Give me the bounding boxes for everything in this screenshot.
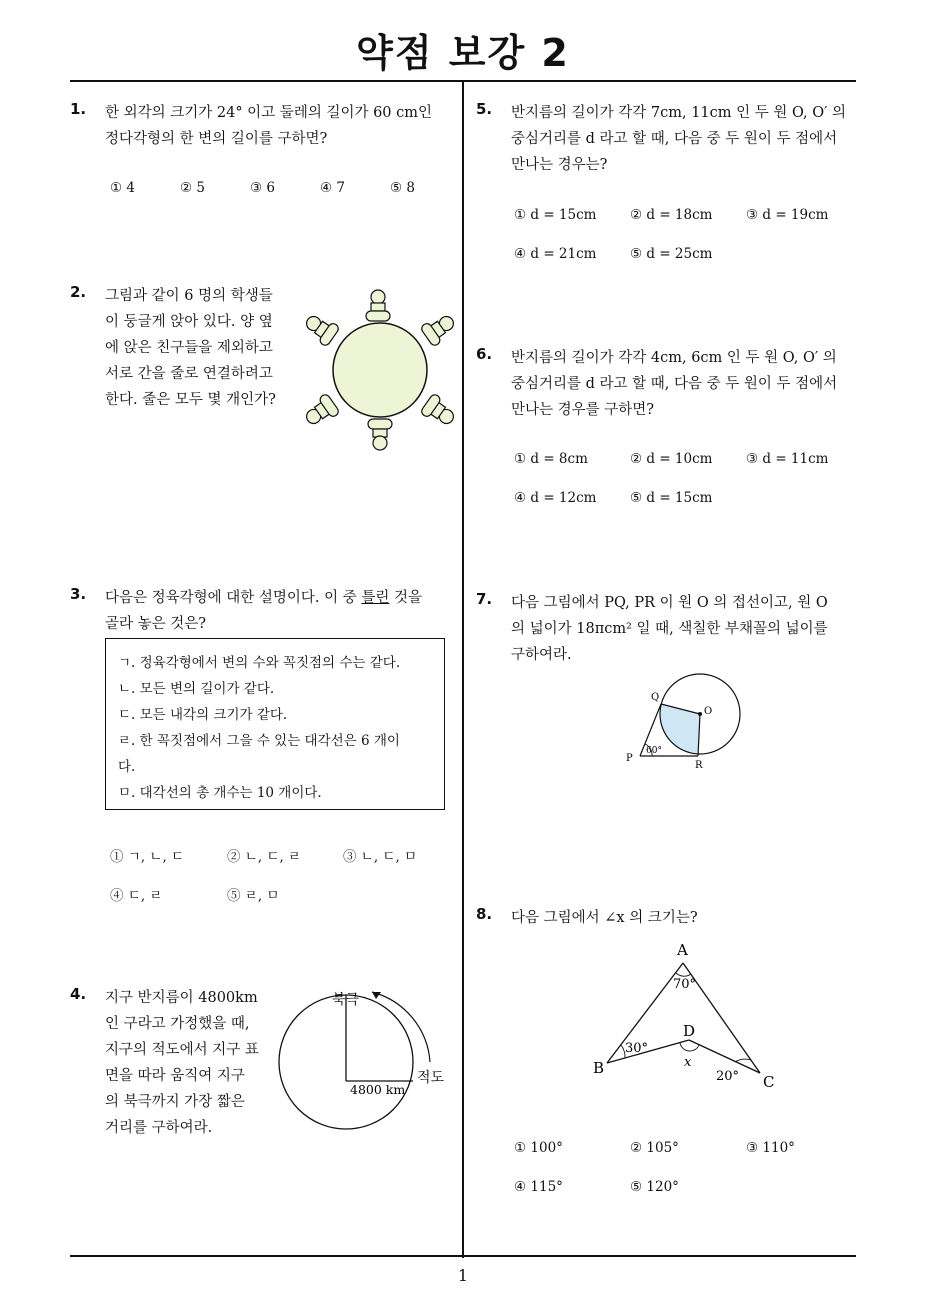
choice-1[interactable]: ① 4 <box>110 180 135 196</box>
q8-choice-4[interactable]: ④ 115° <box>514 1179 563 1195</box>
choice-4[interactable]: ④ 7 <box>320 180 345 196</box>
choice-2[interactable]: ② d = 18cm <box>630 207 713 223</box>
tangent-circle-figure <box>620 672 750 772</box>
chair-top <box>366 290 390 321</box>
question-1 <box>70 100 450 210</box>
label-angle-60: 60° <box>646 746 662 756</box>
statement: ㄴ. 모든 변의 길이가 같다. <box>118 681 275 697</box>
question-text: 지구 반지름이 4800km 인 구라고 가정했을 때, 지구의 적도에서 지구 표 면을 따라 움직여 지구 의 북극까지 가장 짧은 거리를 구하여라. <box>105 990 259 1136</box>
choice-1[interactable]: ① d = 8cm <box>514 451 588 467</box>
label-angle-20: 20° <box>716 1069 740 1084</box>
label-d: D <box>683 1022 696 1040</box>
question-text: 그림과 같이 6 명의 학생들 이 둥글게 앉아 있다. 양 옆 에 앉은 친구들을 제외하고 서로 간을 줄로 연결하려고 한다. 줄은 모두 몇 개인가? <box>105 288 276 408</box>
q3-choice-1[interactable]: ① ㄱ, ㄴ, ㄷ <box>110 849 185 865</box>
label-x: x <box>684 1055 692 1070</box>
choice-3[interactable]: ③ d = 19cm <box>746 207 829 223</box>
chair-top-right <box>420 310 459 347</box>
choice-5[interactable]: ⑤ d = 25cm <box>630 246 713 262</box>
bottom-rule <box>70 1255 856 1257</box>
label-c: C <box>763 1073 775 1091</box>
page-title: 약점 보강 2 <box>356 31 570 75</box>
q8-choice-3[interactable]: ③ 110° <box>746 1140 795 1156</box>
choice-5[interactable]: ⑤ 8 <box>390 180 415 196</box>
question-7 <box>476 590 856 680</box>
page-number: 1 <box>457 1266 469 1285</box>
equator-label: 적도 <box>417 1070 445 1086</box>
question-number: 5. <box>476 100 493 118</box>
choice-1[interactable]: ① d = 15cm <box>514 207 597 223</box>
center-dot <box>698 712 702 716</box>
chair-top-left <box>301 310 340 347</box>
question-number: 3. <box>70 585 87 603</box>
label-p: P <box>626 753 633 764</box>
question-6 <box>476 345 856 515</box>
question-3 <box>70 585 450 645</box>
choice-2[interactable]: ② 5 <box>180 180 205 196</box>
label-angle-70: 70° <box>673 977 697 992</box>
statement: 다. <box>118 759 136 775</box>
question-number: 7. <box>476 590 493 608</box>
q8-choice-1[interactable]: ① 100° <box>514 1140 563 1156</box>
triangle-figure <box>585 935 785 1095</box>
question-text: 반지름의 길이가 각각 7cm, 11cm 인 두 원 O, O′ 의 중심거리를 d 라고 할 때, 다음 중 두 원이 두 점에서 만나는 경우는? <box>511 105 847 173</box>
choice-2[interactable]: ② d = 10cm <box>630 451 713 467</box>
q8-choice-2[interactable]: ② 105° <box>630 1140 679 1156</box>
statement: ㅁ. 대각선의 총 개수는 10 개이다. <box>118 785 322 801</box>
emphasis-wrong: 틀린 <box>361 590 390 606</box>
question-text: 반지름의 길이가 각각 4cm, 6cm 인 두 원 O, O′ 의 중심거리를 d 라고 할 때, 다음 중 두 원이 두 점에서 만나는 경우를 구하면? <box>511 350 838 418</box>
choice-4[interactable]: ④ d = 12cm <box>514 490 597 506</box>
q3-choice-5[interactable]: ⑤ ㄹ, ㅁ <box>227 888 280 904</box>
label-q: Q <box>651 692 660 703</box>
question-number: 8. <box>476 905 493 923</box>
question-number: 6. <box>476 345 493 363</box>
chair-bottom-right <box>420 393 459 430</box>
radius-label: 4800 km <box>350 1082 406 1097</box>
label-b: B <box>593 1059 605 1077</box>
arrow-head <box>372 992 381 999</box>
choice-3[interactable]: ③ d = 11cm <box>746 451 829 467</box>
arc-a <box>676 973 691 976</box>
choice-5[interactable]: ⑤ d = 15cm <box>630 490 713 506</box>
question-text: 다음 그림에서 PQ, PR 이 원 O 의 접선이고, 원 O 의 넓이가 18πcm² 일 때, 색칠한 부채꼴의 넓이를 구하여라. <box>511 595 828 663</box>
statement: ㄹ. 한 꼭짓점에서 그을 수 있는 대각선은 6 개이 <box>118 733 400 749</box>
q3-choice-2[interactable]: ② ㄴ, ㄷ, ㄹ <box>227 849 302 865</box>
label-o: O <box>704 706 713 717</box>
shaded-sector <box>660 704 700 754</box>
round-table <box>333 323 427 417</box>
statements-box <box>105 638 445 810</box>
label-r: R <box>695 760 703 771</box>
arc-d <box>680 1043 699 1051</box>
earth-figure <box>270 980 460 1150</box>
question-text: 다음 그림에서 ∠x 의 크기는? <box>511 910 698 926</box>
question-text: 한 외각의 크기가 24° 이고 둘레의 길이가 60 cm인 정다각형의 한 변의 길이를 구하면? <box>105 105 433 147</box>
north-pole-label: 북극 <box>332 992 360 1008</box>
direction-arrow <box>372 992 430 1062</box>
label-angle-30: 30° <box>625 1041 649 1056</box>
q3-choice-4[interactable]: ④ ㄷ, ㄹ <box>110 888 163 904</box>
q8-choice-5[interactable]: ⑤ 120° <box>630 1179 679 1195</box>
label-a: A <box>677 941 688 959</box>
chair-bottom <box>368 419 392 450</box>
question-number: 1. <box>70 100 87 118</box>
question-5 <box>476 100 856 270</box>
question-4 <box>70 985 270 1155</box>
arc-c <box>735 1059 751 1062</box>
statement: ㄷ. 모든 내각의 크기가 같다. <box>118 707 288 723</box>
q3-choice-3[interactable]: ③ ㄴ, ㄷ, ㅁ <box>343 849 418 865</box>
column-divider <box>462 82 464 1258</box>
choice-3[interactable]: ③ 6 <box>250 180 275 196</box>
statement: ㄱ. 정육각형에서 변의 수와 꼭짓점의 수는 같다. <box>118 655 401 671</box>
choice-4[interactable]: ④ d = 21cm <box>514 246 597 262</box>
chair-bottom-left <box>301 393 340 430</box>
question-text: 다음은 정육각형에 대한 설명이다. 이 중 틀린 것을 골라 놓은 것은? <box>105 590 423 632</box>
round-table-figure <box>300 285 460 455</box>
question-number: 4. <box>70 985 87 1003</box>
question-number: 2. <box>70 283 87 301</box>
